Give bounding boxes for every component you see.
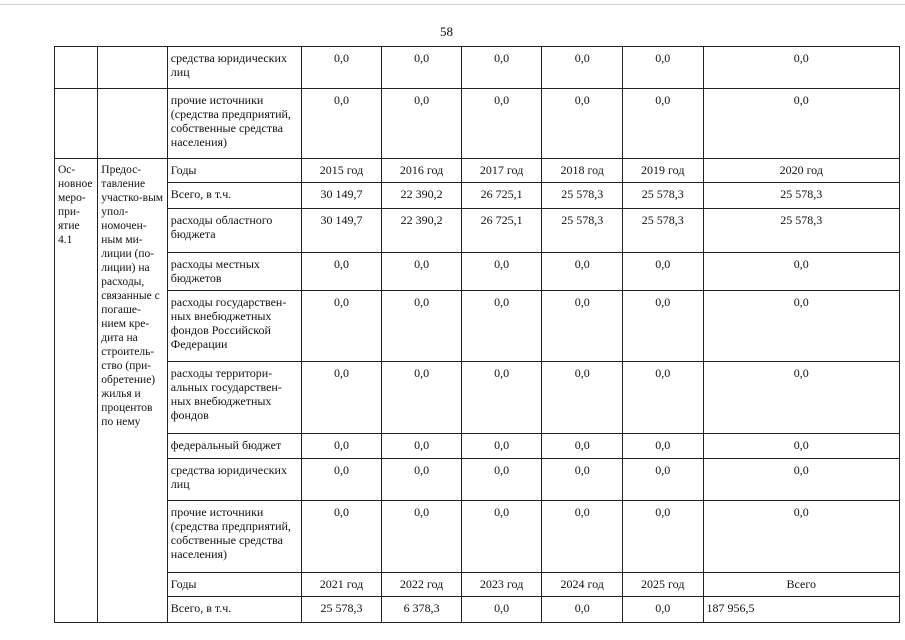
years-label: Годы <box>167 573 301 597</box>
value-cell: 0,0 <box>622 501 703 573</box>
description-cell-empty <box>98 89 167 159</box>
value-cell: 0,0 <box>461 459 542 501</box>
table-row <box>55 501 900 573</box>
total-header-cell: Всего <box>703 573 899 597</box>
year-cell: 2017 год <box>461 159 542 183</box>
row-label: Всего, в т.ч. <box>167 597 301 623</box>
value-cell: 0,0 <box>542 362 623 434</box>
value-cell: 0,0 <box>301 459 382 501</box>
year-cell: 2022 год <box>382 573 462 597</box>
value-cell: 0,0 <box>382 362 462 434</box>
row-label: прочие источники (средства предприятий, собственные средства населения) <box>167 501 301 573</box>
value-cell: 0,0 <box>542 89 623 159</box>
value-cell: 0,0 <box>461 501 542 573</box>
table-body <box>55 47 900 623</box>
value-cell: 0,0 <box>382 434 462 459</box>
value-cell: 22 390,2 <box>382 183 462 209</box>
value-cell: 0,0 <box>622 253 703 291</box>
value-cell: 0,0 <box>461 434 542 459</box>
value-cell: 25 578,3 <box>622 209 703 253</box>
value-cell: 22 390,2 <box>382 209 462 253</box>
value-cell: 0,0 <box>382 89 462 159</box>
value-cell: 0,0 <box>461 291 542 362</box>
year-cell: 2016 год <box>382 159 462 183</box>
total-value-cell: 187 956,5 <box>703 597 899 623</box>
table-row <box>55 209 900 253</box>
value-cell: 0,0 <box>301 501 382 573</box>
value-cell: 0,0 <box>301 253 382 291</box>
year-cell: 2025 год <box>622 573 703 597</box>
value-cell: 0,0 <box>382 459 462 501</box>
value-cell: 0,0 <box>461 47 542 89</box>
table-row <box>55 434 900 459</box>
value-cell: 0,0 <box>703 47 899 89</box>
value-cell: 0,0 <box>542 597 623 623</box>
value-cell: 0,0 <box>542 253 623 291</box>
value-cell: 0,0 <box>301 291 382 362</box>
value-cell: 26 725,1 <box>461 183 542 209</box>
value-cell: 0,0 <box>703 362 899 434</box>
value-cell: 0,0 <box>542 434 623 459</box>
row-label: средства юридических лиц <box>167 47 301 89</box>
value-cell: 25 578,3 <box>542 209 623 253</box>
table-row <box>55 253 900 291</box>
value-cell: 26 725,1 <box>461 209 542 253</box>
value-cell: 0,0 <box>703 291 899 362</box>
value-cell: 0,0 <box>622 597 703 623</box>
year-cell: 2023 год <box>461 573 542 597</box>
year-cell: 2020 год <box>703 159 899 183</box>
budget-table <box>54 46 900 623</box>
value-cell: 0,0 <box>622 89 703 159</box>
year-cell: 2015 год <box>301 159 382 183</box>
value-cell: 0,0 <box>703 253 899 291</box>
row-label: расходы местных бюджетов <box>167 253 301 291</box>
page-top-rule <box>0 4 905 5</box>
page-number: 58 <box>440 24 453 39</box>
value-cell: 25 578,3 <box>703 209 899 253</box>
value-cell: 0,0 <box>301 434 382 459</box>
row-label: расходы государствен-ных внебюджетных фондов Российской Федерации <box>167 291 301 362</box>
row-label: средства юридических лиц <box>167 459 301 501</box>
row-label: расходы областного бюджета <box>167 209 301 253</box>
value-cell: 6 378,3 <box>382 597 462 623</box>
measure-description-cell: Предос-тавление участко-вым упол-номочен-ным ми-лиции (по-лиции) на расходы, связанные с погаше-нием кре-дита на строитель-ство (при-обретение) жилья и процентов по нему <box>98 159 167 623</box>
value-cell: 0,0 <box>461 253 542 291</box>
years-header-row <box>55 573 900 597</box>
table-row <box>55 362 900 434</box>
measure-cell-empty <box>55 89 98 159</box>
value-cell: 0,0 <box>461 89 542 159</box>
value-cell: 0,0 <box>703 434 899 459</box>
value-cell: 0,0 <box>622 362 703 434</box>
value-cell: 0,0 <box>622 459 703 501</box>
table-row <box>55 459 900 501</box>
value-cell: 0,0 <box>703 89 899 159</box>
value-cell: 0,0 <box>382 501 462 573</box>
value-cell: 0,0 <box>622 434 703 459</box>
row-label: прочие источники (средства предприятий, собственные средства населения) <box>167 89 301 159</box>
value-cell: 0,0 <box>542 47 623 89</box>
value-cell: 0,0 <box>703 501 899 573</box>
year-cell: 2024 год <box>542 573 623 597</box>
year-cell: 2018 год <box>542 159 623 183</box>
year-cell: 2019 год <box>622 159 703 183</box>
value-cell: 0,0 <box>542 459 623 501</box>
years-header-row <box>55 159 900 183</box>
value-cell: 25 578,3 <box>301 597 382 623</box>
value-cell: 0,0 <box>542 501 623 573</box>
table-row <box>55 183 900 209</box>
description-cell-empty <box>98 47 167 89</box>
value-cell: 30 149,7 <box>301 209 382 253</box>
value-cell: 0,0 <box>301 47 382 89</box>
row-label: Всего, в т.ч. <box>167 183 301 209</box>
years-label: Годы <box>167 159 301 183</box>
value-cell: 0,0 <box>542 291 623 362</box>
value-cell: 0,0 <box>301 89 382 159</box>
table-row <box>55 291 900 362</box>
year-cell: 2021 год <box>301 573 382 597</box>
value-cell: 0,0 <box>461 597 542 623</box>
value-cell: 30 149,7 <box>301 183 382 209</box>
value-cell: 0,0 <box>622 291 703 362</box>
measure-name-cell: Ос-новное меро-при-ятие 4.1 <box>55 159 98 623</box>
value-cell: 25 578,3 <box>703 183 899 209</box>
value-cell: 0,0 <box>382 253 462 291</box>
value-cell: 0,0 <box>461 362 542 434</box>
value-cell: 25 578,3 <box>542 183 623 209</box>
value-cell: 0,0 <box>301 362 382 434</box>
value-cell: 0,0 <box>703 459 899 501</box>
measure-cell-empty <box>55 47 98 89</box>
table-row <box>55 47 900 89</box>
value-cell: 0,0 <box>382 47 462 89</box>
row-label: федеральный бюджет <box>167 434 301 459</box>
value-cell: 25 578,3 <box>622 183 703 209</box>
table-row <box>55 597 900 623</box>
table-row <box>55 89 900 159</box>
value-cell: 0,0 <box>622 47 703 89</box>
row-label: расходы территори-альных государствен-ных внебюджетных фондов <box>167 362 301 434</box>
value-cell: 0,0 <box>382 291 462 362</box>
